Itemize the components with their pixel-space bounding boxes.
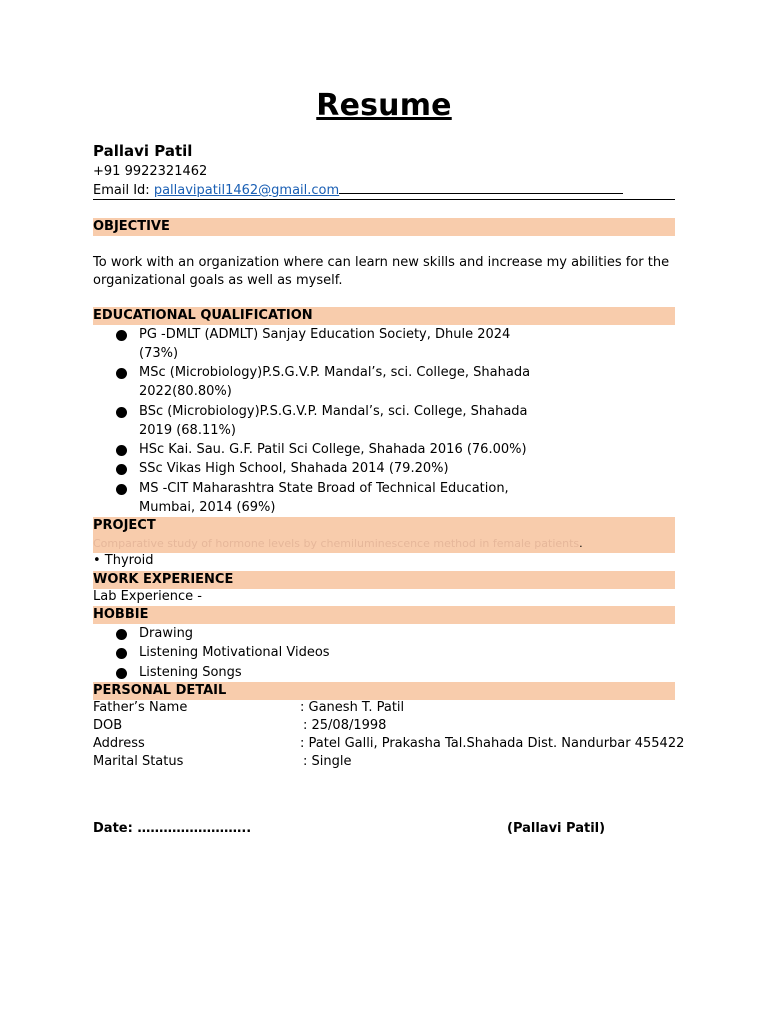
- bullet-icon: [116, 629, 127, 640]
- list-item: BSc (Microbiology)P.S.G.V.P. Mandal’s, sci. College, Shahada 2019 (68.11%): [116, 402, 536, 440]
- email-label: Email Id:: [93, 183, 154, 198]
- project-item: • Thyroid: [93, 553, 154, 568]
- marital-status-label: Marital Status: [93, 754, 184, 769]
- bullet-icon: [116, 368, 127, 379]
- email-link[interactable]: pallavipatil1462@gmail.com: [153, 183, 340, 198]
- section-education: EDUCATIONAL QUALIFICATION: [93, 307, 675, 325]
- header-divider: [93, 199, 675, 200]
- section-personal-detail: PERSONAL DETAIL: [93, 682, 675, 700]
- address-value: : Patel Galli, Prakasha Tal.Shahada Dist. Nandurbar 455422: [300, 736, 685, 751]
- father-name-value: : Ganesh T. Patil: [300, 700, 405, 715]
- bullet-icon: [116, 445, 127, 456]
- dob-value: : 25/08/1998: [303, 718, 387, 733]
- email-line: [93, 181, 623, 198]
- list-item: Listening Songs: [116, 663, 536, 682]
- date-field: Date: ……………………..: [93, 821, 252, 836]
- objective-text: To work with an organization where can learn new skills and increase my abilities for the organizational goals as well as myself.: [93, 255, 670, 288]
- father-name-label: Father’s Name: [93, 700, 188, 715]
- page-title: Resume: [316, 88, 452, 123]
- bullet-icon: [116, 330, 127, 341]
- list-item: HSc Kai. Sau. G.F. Patil Sci College, Shahada 2016 (76.00%): [116, 440, 536, 459]
- bullet-icon: [116, 484, 127, 495]
- bullet-icon: [116, 407, 127, 418]
- section-hobbie: HOBBIE: [93, 606, 675, 624]
- list-item: SSc Vikas High School, Shahada 2014 (79.20%): [116, 459, 536, 478]
- list-item: MSc (Microbiology)P.S.G.V.P. Mandal’s, sci. College, Shahada 2022(80.80%): [116, 363, 536, 401]
- list-item: MS -CIT Maharashtra State Broad of Technical Education, Mumbai, 2014 (69%): [116, 479, 536, 517]
- project-description: Comparative study of hormone levels by chemiluminescence method in female patients.: [93, 535, 675, 553]
- work-experience-text: Lab Experience -: [93, 589, 202, 604]
- bullet-icon: [116, 464, 127, 475]
- signature-name: (Pallavi Patil): [507, 821, 606, 836]
- address-label: Address: [93, 736, 145, 751]
- dob-label: DOB: [93, 718, 123, 733]
- section-project: PROJECT: [93, 517, 675, 535]
- candidate-name: Pallavi Patil: [93, 142, 193, 160]
- email-underline: [339, 181, 623, 194]
- section-objective: OBJECTIVE: [93, 218, 675, 236]
- bullet-icon: [116, 648, 127, 659]
- list-item: Listening Motivational Videos: [116, 643, 536, 662]
- list-item: PG -DMLT (ADMLT) Sanjay Education Society, Dhule 2024 (73%): [116, 325, 536, 363]
- section-work-experience: WORK EXPERIENCE: [93, 571, 675, 589]
- marital-status-value: : Single: [303, 754, 352, 769]
- phone-number: +91 9922321462: [93, 164, 208, 179]
- bullet-icon: [116, 668, 127, 679]
- list-item: Drawing: [116, 624, 536, 643]
